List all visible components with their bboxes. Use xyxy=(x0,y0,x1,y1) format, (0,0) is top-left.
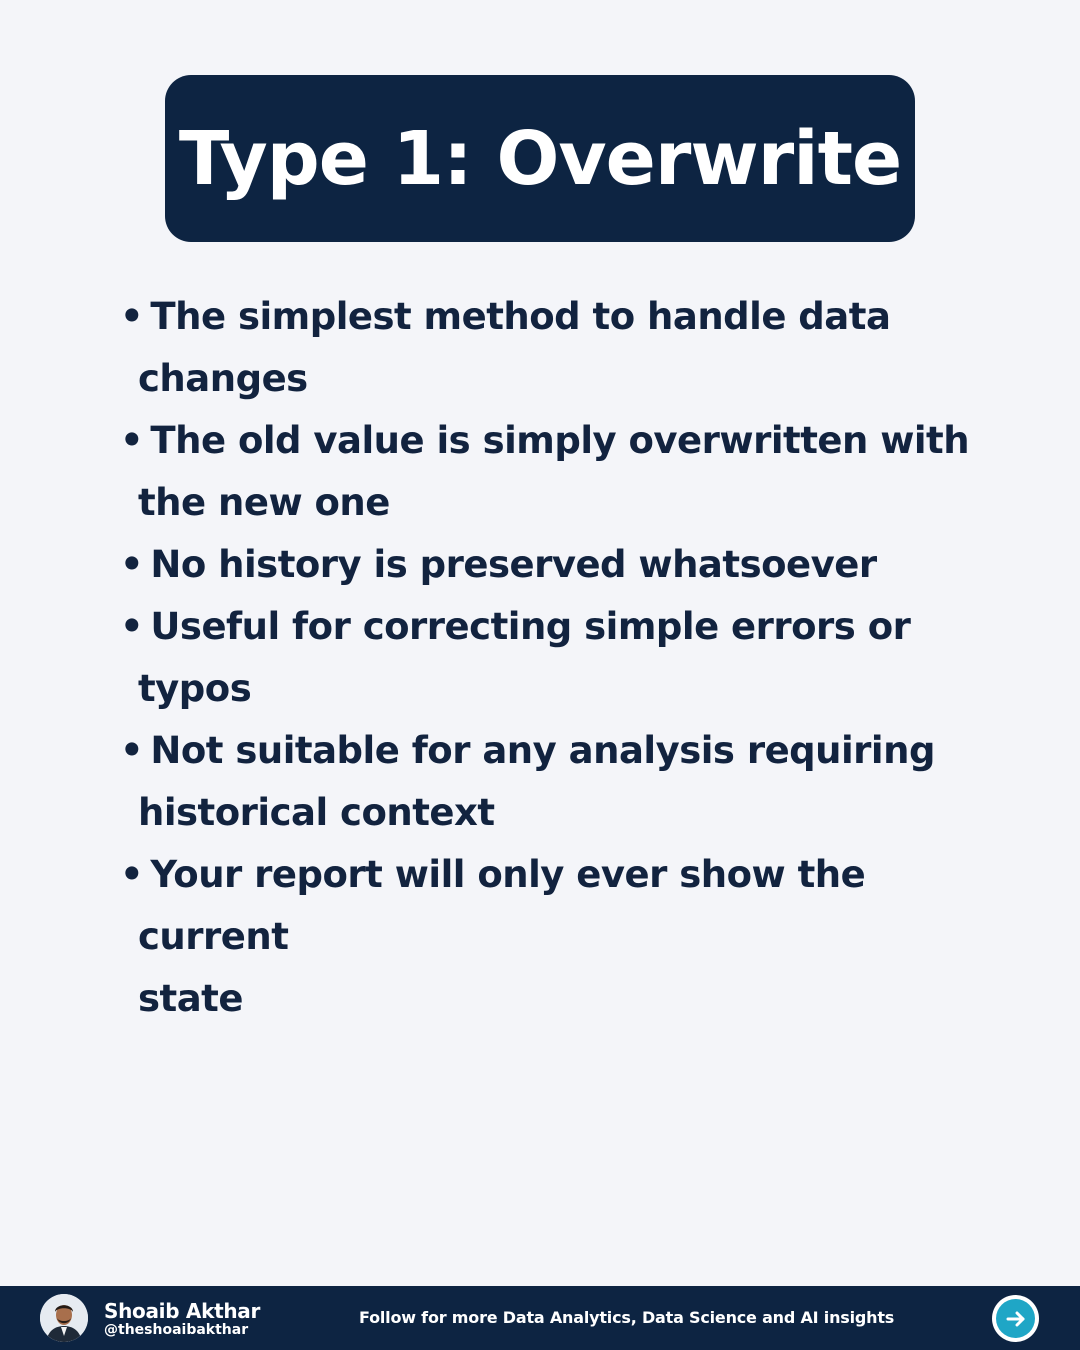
next-button[interactable] xyxy=(992,1295,1039,1342)
bullet-text-line2: state xyxy=(138,977,243,1020)
bullet-marker: • xyxy=(120,605,144,648)
bullet-text-line1: Not suitable for any analysis requiring xyxy=(150,729,935,772)
author-handle[interactable]: @theshoaibakthar xyxy=(104,1322,249,1338)
author-name[interactable]: Shoaib Akthar xyxy=(104,1299,261,1323)
bullet-text-line2: the new one xyxy=(138,481,390,524)
bullet-text-line2: changes xyxy=(138,357,308,400)
bullet-marker: • xyxy=(120,543,144,586)
bullet-text-line1: The simplest method to handle data xyxy=(150,295,891,338)
bullet-text-line2: historical context xyxy=(138,791,495,834)
bullet-text-line2: typos xyxy=(138,667,252,710)
footer-bar xyxy=(0,1286,1080,1350)
bullet-marker: • xyxy=(120,853,144,896)
bullet-text-line1: The old value is simply overwritten with xyxy=(150,419,970,462)
follow-cta: Follow for more Data Analytics, Data Science and AI insights xyxy=(359,1308,895,1327)
avatar[interactable] xyxy=(40,1294,88,1342)
list-item xyxy=(120,410,990,534)
bullet-text-line1: No history is preserved whatsoever xyxy=(150,543,877,586)
list-item xyxy=(120,286,990,410)
bullet-text-line1: Your report will only ever show the current xyxy=(138,853,866,958)
bullet-text-line1: Useful for correcting simple errors or xyxy=(150,605,911,648)
title-banner xyxy=(165,75,915,242)
list-item xyxy=(120,534,990,596)
bullet-list xyxy=(120,286,990,1030)
list-item xyxy=(120,596,990,720)
page-title: Type 1: Overwrite xyxy=(178,115,902,202)
bullet-marker: • xyxy=(120,729,144,772)
list-item xyxy=(120,844,990,1030)
list-item xyxy=(120,720,990,844)
bullet-marker: • xyxy=(120,295,144,338)
bullet-marker: • xyxy=(120,419,144,462)
arrow-right-circle-icon xyxy=(996,1299,1035,1338)
